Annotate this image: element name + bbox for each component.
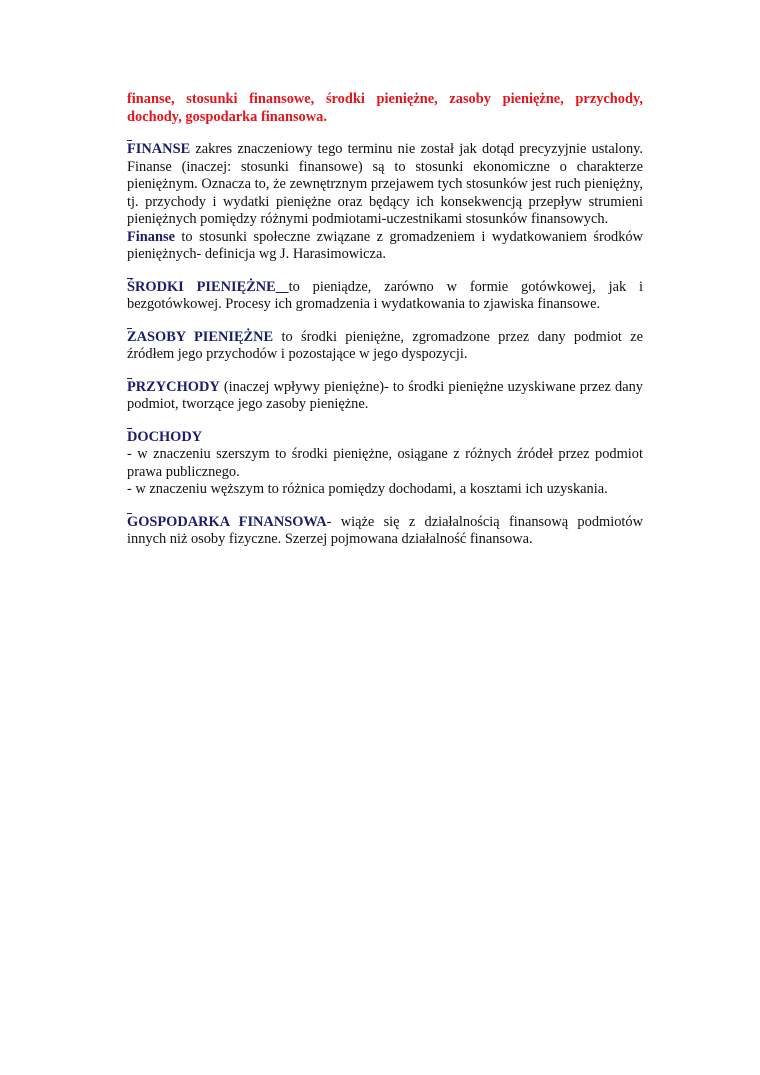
gospodarka-definition: - wiąże się z działalnością finansową podmiotów innych niż osoby fizyczne. Szerzej pojmowana działalność finansowa. xyxy=(127,513,643,547)
finanse-definition-2: to stosunki społeczne związane z gromadzeniem i wydatkowaniem środków pieniężnych- definicja wg J. Harasimowicza. xyxy=(127,228,643,262)
section-finanse-2 xyxy=(127,229,643,264)
term-srodki: ŚRODKI PIENIĘŻNE xyxy=(127,278,276,295)
term-gospodarka: GOSPODARKA FINANSOWA xyxy=(127,513,327,530)
keywords-line: finanse, stosunki finansowe, środki pieniężne, zasoby pieniężne, przychody, dochody, gospodarka finansowa. xyxy=(127,91,643,125)
section-przychody xyxy=(127,379,643,414)
term-finanse: FINANSE xyxy=(127,141,191,157)
finanse-definition: zakres znaczeniowy tego terminu nie został jak dotąd precyzyjnie ustalony. Finanse (inaczej: stosunki finansowe) są to stosunki ekonomiczne o charakterze pieniężnym. Oznacza to, że zewnętrznym przejawem tych stosunków jest ruch pieniężny, tj. przychody i wydatki pieniężne oraz będący ich konsekwencją przepływ strumieni pieniężnych pomiędzy różnymi podmiotami-uczestnikami stosunków finansowych. xyxy=(127,141,643,227)
term-przychody: PRZYCHODY xyxy=(127,378,220,395)
term-underline xyxy=(276,279,289,295)
dochody-line-2: - w znaczeniu węższym to różnica pomiędzy dochodami, a kosztami ich uzyskania. xyxy=(127,481,608,497)
term-dochody: DOCHODY xyxy=(127,428,203,445)
document-page xyxy=(127,91,643,549)
przychody-definition: (inaczej wpływy pieniężne)- to środki pieniężne uzyskiwane przez dany podmiot, tworzące jego zasoby pieniężne. xyxy=(127,378,643,412)
section-zasoby xyxy=(127,329,643,364)
zasoby-definition: to środki pieniężne, zgromadzone przez dany podmiot ze źródłem jego przychodów i pozostające w jego dyspozycji. xyxy=(127,328,643,362)
term-finanse-2: Finanse xyxy=(127,228,175,245)
section-dochody xyxy=(127,429,643,447)
srodki-definition: to pieniądze, zarówno w formie gotówkowej, jak i bezgotówkowej. Procesy ich gromadzenia i wydatkowania to zjawiska finansowe. xyxy=(127,278,643,312)
section-srodki xyxy=(127,279,643,314)
section-finanse xyxy=(127,141,643,229)
term-zasoby: ZASOBY PIENIĘŻNE xyxy=(127,328,274,345)
section-gospodarka xyxy=(127,514,643,549)
dochody-line-1: - w znaczeniu szerszym to środki pieniężne, osiągane z różnych źródeł przez podmiot prawa publicznego. xyxy=(127,446,643,480)
